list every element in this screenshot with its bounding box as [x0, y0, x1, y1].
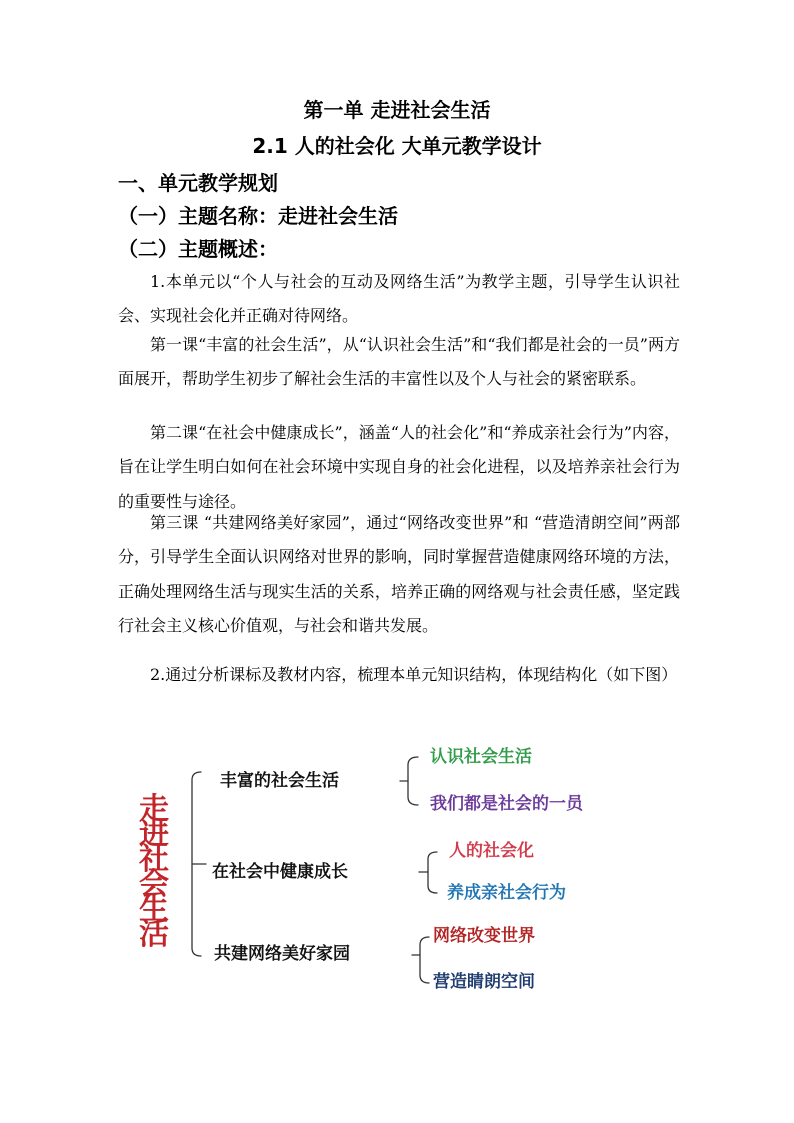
branch-2-bracket	[428, 852, 437, 893]
lesson-title: 2.1 人的社会化 大单元教学设计	[252, 134, 542, 158]
subheading-theme-overview: （二）主题概述：	[118, 237, 278, 261]
section-heading-planning: 一、单元教学规划	[118, 171, 278, 195]
mindmap-root: 走进社会生活	[139, 792, 169, 952]
branch-1-bracket	[408, 757, 418, 805]
branch-3-bracket	[420, 937, 429, 983]
unit-title: 第一单 走进社会生活	[303, 98, 491, 122]
paragraph-lesson-2: 第二课“在社会中健康成长”，涵盖“人的社会化”和“养成亲社会行为”内容，旨在让学生明白如何在社会环境中实现自身的社会化进程，以及培养亲社会行为的重要性与途径。	[118, 423, 680, 511]
mindmap-leaf-know-social-life: 认识社会生活	[430, 747, 532, 767]
mindmap-leaf-clear-space: 营造睛朗空间	[433, 972, 535, 992]
mindmap-branch-grow-healthily: 在社会中健康成长	[212, 862, 348, 882]
paragraph-lesson-1: 第一课“丰富的社会生活”，从“认识社会生活”和“我们都是社会的一员”两方面展开，帮助学生初步了解社会生活的丰富性以及个人与社会的紧密联系。	[118, 335, 680, 389]
mindmap-leaf-network-changes-world: 网络改变世界	[433, 926, 535, 946]
main-bracket-line	[192, 772, 201, 956]
mindmap-leaf-member-of-society: 我们都是社会的一员	[430, 794, 583, 814]
mindmap-branch-online-home: 共建网络美好家园	[214, 944, 350, 964]
paragraph-lesson-3: 第三课 “共建网络美好家园”，通过“网络改变世界”和 “营造清朗空间”两部分，引导学生全面认识网络对世界的影响，同时掌握营造健康网络环境的方法，正确处理网络生活与现实生活的关系，培养正确的网络观与社会责任感，坚定践行社会主义核心价值观，与社会和谐共发展。	[118, 513, 680, 635]
mindmap-leaf-prosocial-behavior: 养成亲社会行为	[447, 883, 566, 903]
paragraph-intro: 1.本单元以“个人与社会的互动及网络生活”为教学主题，引导学生认识社会、实现社会化并正确对待网络。	[118, 272, 680, 326]
mindmap-branch-rich-social-life: 丰富的社会生活	[220, 771, 339, 791]
mindmap-leaf-socialization: 人的社会化	[449, 841, 534, 861]
paragraph-structure: 2.通过分析课标及教材内容，梳理本单元知识结构，体现结构化（如下图）	[150, 665, 678, 684]
subheading-theme-name: （一）主题名称：走进社会生活	[118, 204, 398, 228]
